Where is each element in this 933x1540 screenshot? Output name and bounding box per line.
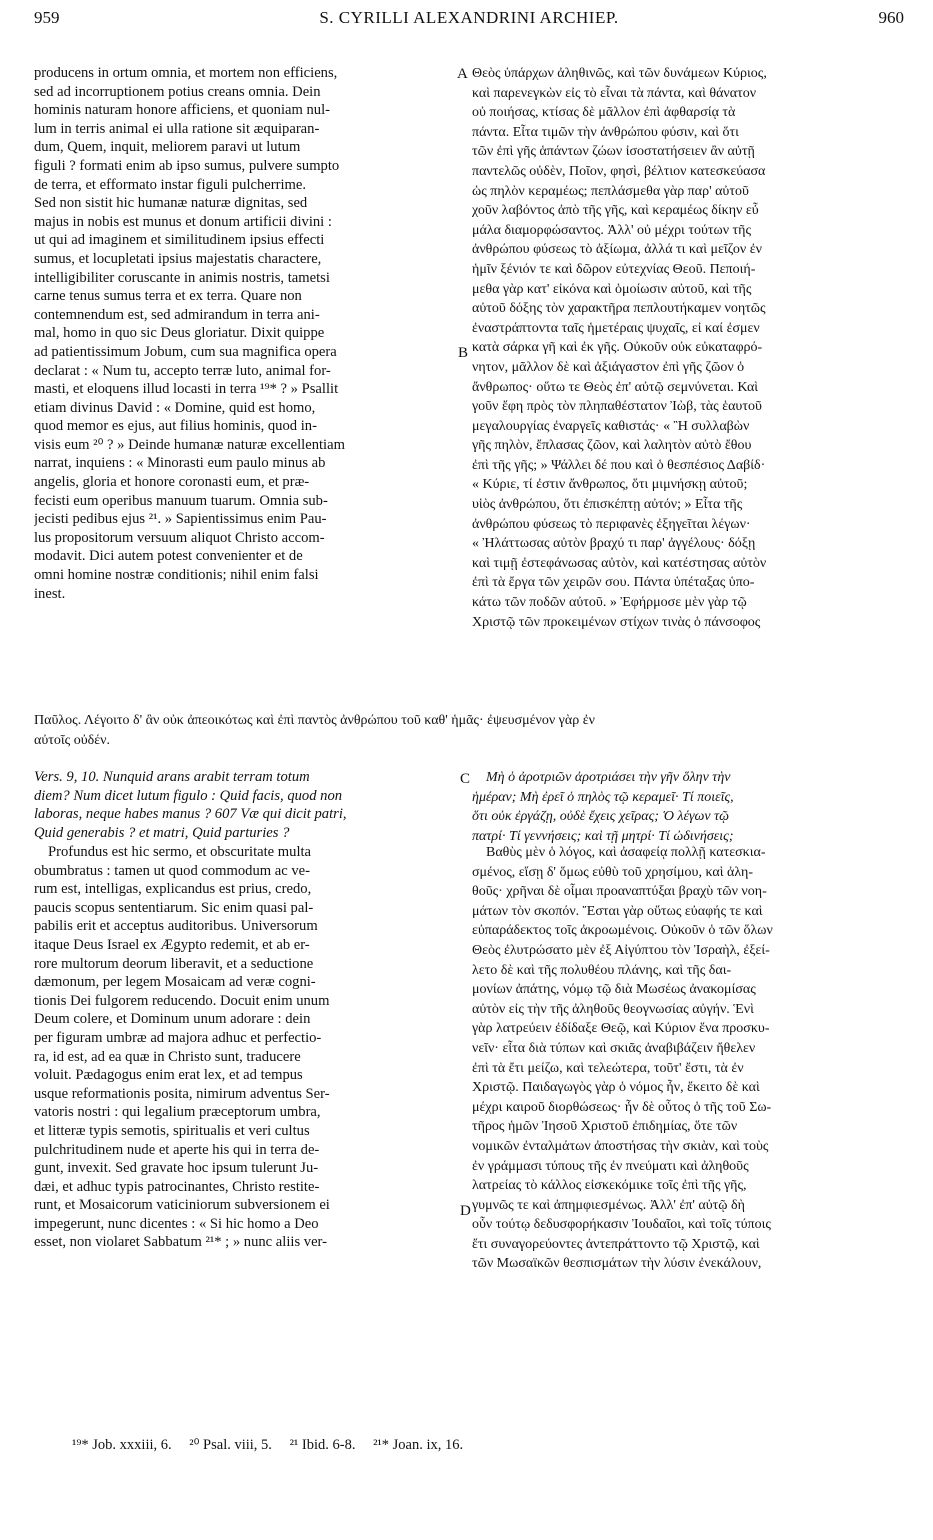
text-line: νητον, μᾶλλον δὲ καὶ ἀξιάγαστον ἐπὶ γῆς ζῶον ὁ [472, 359, 745, 375]
text-line: gunt, invexit. Sed gravate hoc ipsum tulerunt Ju- [34, 1160, 319, 1177]
text-line: impegerunt, nunc dicentes : « Si hic homo a Deo [34, 1215, 319, 1232]
text-line: ἀνθρώπου φύσεως τὸ περιφανὲς ἐξηγεῖται λέγων· [472, 516, 751, 532]
text-line: ὡς πηλὸν κεραμέως; πεπλάσμεθα γὰρ παρ' αὐτοῦ [472, 183, 749, 199]
text-line: dæmonum, per legem Mosaicam ad veræ cogni- [34, 974, 316, 991]
greek-column-bottom [472, 843, 906, 1274]
text-line: Χριστῷ. Παιδαγωγὸς γὰρ ὁ νόμος ἦν, ἔκειτο δὲ καὶ [472, 1080, 760, 1096]
text-line: modavit. Dici autem potest convenienter et de [34, 548, 303, 565]
text-line: contemnendum est, sed admirandum in terra ani- [34, 306, 320, 323]
latin-verse-heading [34, 768, 466, 842]
margin-marker-d: D [460, 1203, 471, 1219]
footnote: ¹⁹* Job. xxxiii, 6. [72, 1437, 172, 1453]
text-line: angelis, gloria et honore coronasti eum, et præ- [34, 474, 310, 491]
page-header [34, 8, 904, 36]
text-line: Θεὸς ἐλυτρώσατο μὲν ἐξ Αἰγύπτου τὸν Ἰσραὴλ, ἐξεί- [472, 942, 770, 958]
text-line: τῆρος ἡμῶν Ἰησοῦ Χριστοῦ ἐπιδημίας, ὅτε τῶν [472, 1119, 738, 1135]
text-line: Sed non sistit hic humanæ naturæ dignitas, sed [34, 195, 308, 212]
text-line: hominis naturam honore afficiens, et quoniam nul- [34, 102, 330, 119]
text-line: καὶ παρενεγκὼν εἰς τὸ εἶναι τὰ πάντα, καὶ θάνατον [472, 85, 757, 101]
margin-marker-a: A [457, 66, 468, 82]
full-width-greek [34, 711, 904, 750]
text-line: tionis Dei fulgorem reducendo. Docuit enim unum [34, 992, 330, 1009]
text-line: γοῦν ἔφη πρὸς τὸν πληπαθέστατον Ἰὼβ, τὰς ἑαυτοῦ [472, 399, 762, 415]
text-line: dum, Quem, inquit, meliorem paravi ut lutum [34, 139, 301, 156]
text-line: Profundus est hic sermo, et obscuritate multa [48, 844, 312, 860]
text-line: καὶ τιμῇ ἐστεφάνωσας αὐτὸν, καὶ κατέστησας αὐτὸν [472, 555, 767, 571]
text-line: ἡμῖν ξένιόν τε καὶ δῶρον εὐτεχνίας Θεοῦ. Πεποιή- [472, 261, 756, 277]
text-line: et litteræ typis semotis, spiritualis et veri cultus [34, 1122, 310, 1139]
text-line: lum in terris animal ei ulla ratione sit æquiparan- [34, 120, 320, 137]
text-line: dæi, et adhuc typis patrocinantes, Christo restite- [34, 1178, 320, 1195]
text-line: ἀνθρώπου φύσεως τὸ ἀξίωμα, ἀλλά τι καὶ μεῖζον ἐν [472, 242, 762, 258]
footnotes [72, 1437, 477, 1454]
text-line: αὐτοῖς οὐδέν. [34, 732, 110, 748]
text-line: εὐπαράδεκτος τοῖς ἀκροωμένοις. Οὐκοῦν ὁ τῶν ὅλων [472, 923, 773, 939]
text-line: runt, et Mosaicorum vaticiniorum subversionem ei [34, 1197, 330, 1214]
greek-verse-heading [472, 768, 906, 846]
text-line: ἡμέραν; Μὴ ἐρεῖ ὁ πηλὸς τῷ κεραμεῖ· Τί ποιεῖς, [472, 789, 734, 805]
text-line: ἐπὶ τῆς γῆς; » Ψάλλει δέ που καὶ ὁ θεσπέσιος Δαβίδ· [472, 457, 766, 473]
text-line: pabilis erit et acceptus auditoribus. Universorum [34, 918, 318, 935]
text-line: Χριστῷ τῶν προκειμένων στίχων τινὰς ὁ πάνσοφος [472, 614, 761, 630]
text-line: mal, homo in quo sic Deus gloriatur. Dixit quippe [34, 325, 325, 342]
text-line: ἐπὶ τὰ ἔτι μείζω, καὶ τελεώτερα, τοῦτ' ἔστι, τὰ ἐν [472, 1060, 744, 1076]
text-line: ra, id est, ad ea quæ in Christo sunt, traducere [34, 1048, 301, 1065]
text-line: μέχρι καιροῦ διορθώσεως· ἦν δὲ οὗτος ὁ τῆς τοῦ Σω- [472, 1099, 772, 1115]
text-line: « Κύριε, τί ἐστιν ἄνθρωπος, ὅτι μιμνήσκῃ αὐτοῦ; [472, 477, 748, 493]
text-line: carne tenus sumus terra et ex terra. Quare non [34, 288, 302, 305]
text-line: Θεὸς ὑπάρχων ἀληθινῶς, καὶ τῶν δυνάμεων Κύριος, [472, 66, 767, 81]
text-line: θοῦς· χρῆναι δὲ οἶμαι προαναπτύξαι βραχὺ τῶν νοη- [472, 884, 767, 900]
text-line: omni homine nostræ conditionis; nihil enim falsi [34, 567, 319, 584]
latin-column-top [34, 64, 469, 603]
text-line: νομικῶν ἐνταλμάτων ἀποστήσας τὴν σκιὰν, καὶ τοὺς [472, 1138, 769, 1154]
greek-column-top [472, 64, 906, 632]
text-line: γὰρ λατρεύειν ἐδίδαξε Θεῷ, καὶ Κύριον ἕνα προσκυ- [472, 1021, 770, 1037]
text-line: diem? Num dicet lutum figulo : Quid facis, quod non [34, 787, 343, 804]
text-line: μεγαλουργίας ἐναργεῖς καθιστάς· « Ἢ συλλαβὼν [472, 418, 750, 434]
text-line: per figuram umbræ ad majora adhuc et perfectio- [34, 1029, 322, 1046]
text-line: jecisti pedibus ejus ²¹. » Sapientissimus enim Pau- [34, 511, 327, 528]
text-line: etiam divinus David : « Domine, quid est homo, [34, 399, 316, 416]
text-line: ἐν γράμμασι τύπους τῆς ἐν πνεύματι καὶ ἀληθοῦς [472, 1158, 749, 1174]
latin-column-bottom [34, 843, 466, 1252]
text-line: αὐτὸν εἰς τὴν τῆς ἀληθοῦς θεογνωσίας αὐγήν. Ἑνὶ [472, 1001, 754, 1017]
text-line: ὅτι οὐκ ἐργάζῃ, οὐδὲ ἔχεις χεῖρας; Ὁ λέγων τῷ [472, 809, 730, 825]
text-line: fecisti eum operibus manuum tuarum. Omnia sub- [34, 492, 328, 509]
text-line: γῆς πηλὸν, ἔπλασας ζῶον, καὶ λαλητὸν αὐτὸ ἔθου [472, 438, 752, 454]
text-line: vatoris nostri : qui legalium præceptorum umbra, [34, 1104, 321, 1121]
text-line: τῶν Μωσαϊκῶν θεσπισμάτων τὴν λύσιν ἐνεκάλουν, [472, 1256, 762, 1272]
text-line: Βαθὺς μὲν ὁ λόγος, καὶ ἀσαφείᾳ πολλῇ κατεσκια- [486, 845, 766, 860]
text-line: μάλα διαμορφώσαντος. Ἀλλ' οὐ μέχρι τούτων τῆς [472, 222, 752, 238]
text-line: intelligibiliter coruscante in animis nostris, tametsi [34, 269, 330, 286]
text-line: σμένος, εἴσῃ δ' ὅμως εὐθὺ τοῦ χρησίμου, καὶ ἀλη- [472, 864, 753, 880]
text-line: narrat, inquiens : « Minorasti eum paulo minus ab [34, 455, 326, 472]
text-line: declarat : « Num tu, accepto terræ luto, animal for- [34, 362, 331, 379]
text-line: γυμνῶς τε καὶ ἀπημφιεσμένως. Ἀλλ' ἐπ' αὐτῷ δὴ [472, 1197, 745, 1213]
margin-marker-b: B [458, 345, 469, 361]
text-line: « Ἠλάττωσας αὐτὸν βραχύ τι παρ' ἀγγέλους· δόξῃ [472, 536, 756, 552]
text-line: λατρείας τὸ κάλλος εἰσκεκόμικε τοῖς ἐπὶ τῆς γῆς, [472, 1178, 747, 1194]
footnote: ²¹ Ibid. 6-8. [289, 1437, 356, 1453]
text-line: μεθα γὰρ κατ' εἰκόνα καὶ ὁμοίωσιν αὐτοῦ, καὶ τῆς [472, 281, 752, 297]
text-line: figuli ? formati enim ab ipso sumus, pulvere sumpto [34, 157, 340, 174]
text-line: inest. [34, 585, 66, 602]
text-line: μονίων ἀπάτης, νόμῳ τῷ διὰ Μωσέως ἀνακομίσας [472, 982, 756, 998]
text-line: λετο δὲ καὶ τῆς πολυθέου πλάνης, καὶ τῆς δαι- [472, 962, 732, 978]
text-line: Παῦλος. Λέγοιτο δ' ἂν οὐκ ἀπεοικότως καὶ ἐπὶ παντὸς ἀνθρώπου τοῦ καθ' ἡμᾶς· ἐψευσμένον γὰρ ἐν [34, 713, 595, 728]
text-line: ἐναστράπτοντα ταῖς ἡμετέραις ψυχαῖς, εἰ καί ἐσμεν [472, 320, 760, 336]
text-line: producens in ortum omnia, et mortem non efficiens, [34, 65, 338, 81]
text-line: sumus, et locupletati ipsius majestatis charactere, [34, 250, 322, 267]
text-line: ἐπὶ τὰ ἔργα τῶν χειρῶν σου. Πάντα ὑπέταξας ὑπο- [472, 575, 755, 591]
text-line: Deum colere, et Dominum unum adorare : dein [34, 1011, 311, 1028]
text-line: quod memor es ejus, aut filius hominis, quod in- [34, 418, 317, 435]
footnote: ²¹* Joan. ix, 16. [373, 1437, 464, 1453]
text-line: χοῦν λαβόντος ἀπὸ τῆς γῆς, καὶ κεραμέως δίκην εὖ [472, 203, 759, 219]
text-line: voluit. Pædagogus enim erat lex, et ad tempus [34, 1067, 303, 1084]
text-line: ἔτι συναγορεύοντες ἀντεπράττοντο τῷ Χριστῷ, καὶ [472, 1236, 760, 1252]
text-line: ut qui ad imaginem et similitudinem ipsius effecti [34, 232, 325, 249]
text-line: masti, et eloquens illud locasti in terra ¹⁹* ? » Psallit [34, 381, 339, 398]
text-line: Quid generabis ? et matri, Quid parturies ? [34, 824, 290, 841]
text-line: usque reformationis posita, nimirum adventus Ser- [34, 1085, 330, 1102]
text-line: Vers. 9, 10. Nunquid arans arabit terram totum [34, 769, 310, 785]
text-line: de terra, et efformato instar figuli pulcherrime. [34, 176, 307, 193]
text-line: rore multorum deorum liberavit, et a seductione [34, 955, 314, 972]
text-line: πάντα. Εἶτα τιμῶν τὴν ἀνθρώπου φύσιν, καὶ ὅτι [472, 124, 739, 140]
text-line: sed ad incorruptionem potius creans omnia. Dein [34, 83, 321, 100]
margin-marker-c: C [460, 771, 471, 787]
footnote: ²⁰ Psal. viii, 5. [189, 1437, 272, 1453]
text-line: rum est, intelligas, explicandus est prius, credo, [34, 881, 312, 898]
text-line: τῶν ἐπὶ γῆς ἁπάντων ζώων ἰσοστατήσειεν ἂν αὐτῇ [472, 144, 755, 160]
text-line: visis eum ²⁰ ? » Deinde humanæ naturæ excellentiam [34, 436, 345, 453]
text-line: ad patientissimum Jobum, cum sua magnifica opera [34, 343, 337, 360]
text-line: κάτω τῶν ποδῶν αὐτοῦ. » Ἐφήρμοσε μὲν γὰρ τῷ [472, 595, 747, 611]
running-title: S. CYRILLI ALEXANDRINI ARCHIEP. [319, 8, 619, 27]
text-line: Μὴ ὁ ἀροτριῶν ἀροτριάσει τὴν γῆν ὅλην τὴν [486, 770, 731, 785]
text-line: πατρί· Τί γεννήσεις; καὶ τῇ μητρί· Τί ὠδινήσεις; [472, 828, 734, 844]
page-number-right: 960 [878, 8, 904, 27]
text-line: majus in nobis est munus et donum artificii divini : [34, 213, 332, 230]
text-line: ἄνθρωπος· οὕτω τε Θεὸς ἐπ' αὐτῷ σεμνύνεται. Καὶ [472, 379, 759, 395]
text-line: lus propositorum versuum aliquot Christo accom- [34, 529, 325, 546]
text-line: οὖν τούτῳ δεδυσφορήκασιν Ἰουδαῖοι, καὶ τοῖς τύποις [472, 1217, 771, 1233]
text-line: itaque Deus Israel ex Ægypto redemit, et ab er- [34, 936, 310, 953]
page-number-left: 959 [34, 8, 60, 27]
text-line: νεῖν· εἶτα διὰ τύπων καὶ σκιᾶς ἀναβιβάζειν ἤθελεν [472, 1040, 756, 1056]
text-line: κατὰ σάρκα γῆ καὶ ἐκ γῆς. Οὐκοῦν οὐκ εὐκαταφρό- [472, 340, 763, 356]
text-line: παντελῶς οὐδὲν, Ποῖον, φησὶ, βέλτιον κατεσκεύασα [472, 163, 766, 179]
text-line: laboras, neque habes manus ? 607 Væ qui dicit patri, [34, 806, 347, 823]
text-line: paucis scopus sententiarum. Sic enim quasi pal- [34, 899, 314, 916]
text-line: οὐ ποιήσας, κτίσας δὲ μᾶλλον ἐπὶ ἀφθαρσίᾳ τὰ [472, 105, 736, 121]
text-line: obumbratus : tamen ut quod commodum ac ve- [34, 862, 311, 879]
text-line: esset, non violaret Sabbatum ²¹* ; » nunc aliis ver- [34, 1234, 327, 1251]
text-line: pulchritudinem nude et aperte his qui in terra de- [34, 1141, 320, 1158]
text-line: αὐτοῦ δόξης τὸν χαρακτῆρα πεπλουτήκαμεν νοητῶς [472, 301, 766, 317]
text-line: υἱὸς ἀνθρώπου, ὅτι ἐπισκέπτῃ αὐτόν; » Εἶτα τῆς [472, 497, 743, 513]
text-line: μάτων τὸν σκοπόν. Ἔσται γὰρ οὕτως εὐαφής τε καὶ [472, 903, 763, 919]
